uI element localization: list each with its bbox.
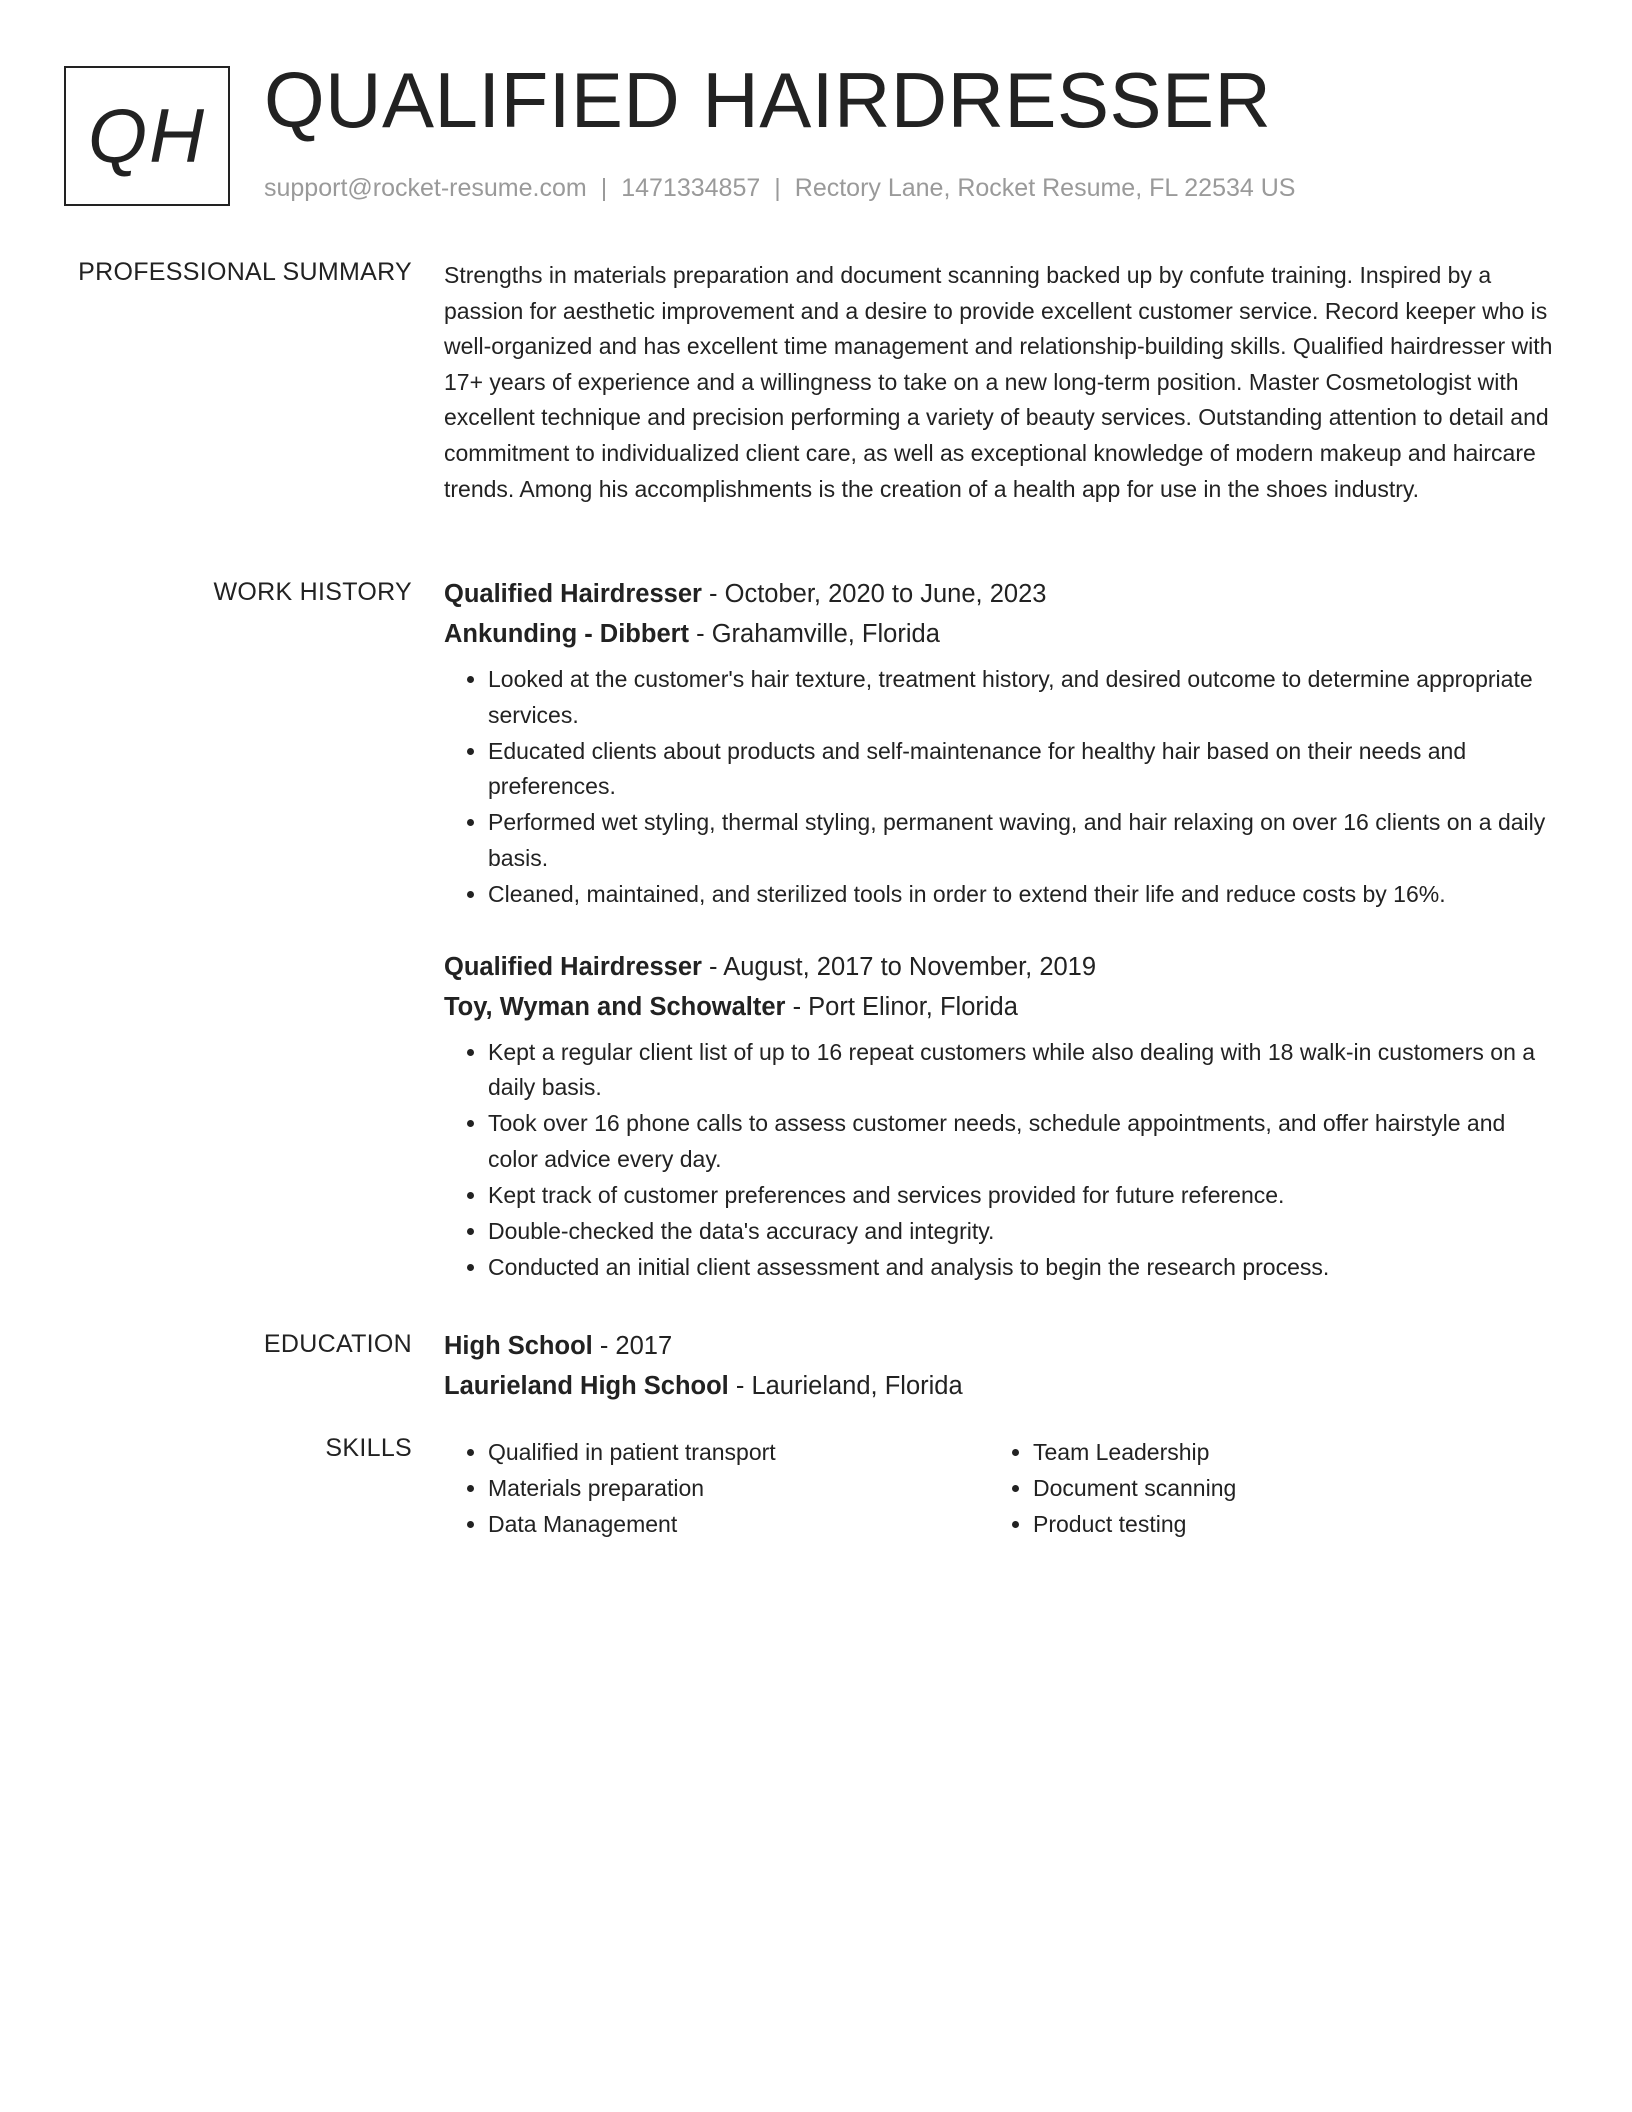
- duty-item: • Double-checked the data's accuracy and integrity.: [488, 1214, 1554, 1250]
- skill-item: • Product testing: [1033, 1506, 1534, 1542]
- job-location: - Port Elinor, Florida: [785, 992, 1018, 1021]
- duty-item: • Conducted an initial client assessment and analysis to begin the research process.: [488, 1250, 1554, 1286]
- work-heading: WORK HISTORY: [213, 578, 412, 606]
- skills-body: [444, 1434, 1554, 1542]
- skill-item: • Data Management: [488, 1506, 989, 1542]
- job-role: Qualified Hairdresser: [444, 580, 702, 608]
- job-entry: [444, 947, 1554, 1286]
- resume-title: QUALIFIED HAIRDRESSER: [264, 56, 1272, 144]
- duty-item: • Performed wet styling, thermal styling, permanent waving, and hair relaxing on over 16 clients on a daily basis.: [488, 805, 1554, 876]
- skills-list: [444, 1434, 989, 1542]
- job-duties: [444, 662, 1554, 913]
- duty-item: • Cleaned, maintained, and sterilized tools in order to extend their life and reduce costs by 16%.: [488, 877, 1554, 913]
- monogram-logo: QH: [64, 66, 230, 206]
- work-body: [444, 574, 1554, 1320]
- skills-column-right: [989, 1434, 1534, 1542]
- education-degree-line: [444, 1326, 1554, 1366]
- job-company: Ankunding - Dibbert: [444, 620, 690, 648]
- skills-list: [989, 1434, 1534, 1542]
- contact-separator: |: [600, 174, 608, 202]
- job-role: Qualified Hairdresser: [444, 952, 702, 981]
- duty-item: • Kept track of customer preferences and services provided for future reference.: [488, 1178, 1554, 1214]
- education-school-line: [444, 1366, 1554, 1406]
- skills-column-left: [444, 1434, 989, 1542]
- job-entry: [444, 574, 1554, 913]
- skill-item: • Team Leadership: [1033, 1434, 1534, 1470]
- summary-text: Strengths in materials preparation and document scanning backed up by confute training. Inspired by a passion for aesthetic improvement and a desire to provide excellent customer service. Record keeper who is well-organized and has excellent time management and relationship-building skills. Qualified hairdresser with 17+ years of experience and a willingness to take on a new long-term position. Master Cosmetologist with excellent technique and precision performing a variety of beauty services. Outstanding attention to detail and commitment to individualized client care, as well as exceptional knowledge of modern makeup and haircare trends. Among his accomplishments is the creation of a health app for use in the shoes industry.: [444, 262, 1553, 502]
- contact-line: [264, 174, 1295, 203]
- summary-body: [444, 258, 1554, 507]
- skill-item: • Document scanning: [1033, 1470, 1534, 1506]
- duty-item: • Took over 16 phone calls to assess customer needs, schedule appointments, and offer hairstyle and color advice every day.: [488, 1106, 1554, 1177]
- duty-item: • Educated clients about products and self-maintenance for healthy hair based on their needs and preferences.: [488, 734, 1554, 805]
- job-dates: - August, 2017 to November, 2019: [701, 952, 1097, 981]
- education-body: [444, 1326, 1554, 1406]
- job-duties: [444, 1035, 1554, 1286]
- summary-heading: PROFESSIONAL SUMMARY: [78, 258, 412, 286]
- skill-item: • Qualified in patient transport: [488, 1434, 989, 1470]
- education-heading: EDUCATION: [263, 1330, 412, 1358]
- education-degree: High School: [444, 1332, 593, 1360]
- duty-item: • Looked at the customer's hair texture, treatment history, and desired outcome to determine appropriate services.: [488, 662, 1554, 733]
- skill-item: • Materials preparation: [488, 1470, 989, 1506]
- duty-item: • Kept a regular client list of up to 16 repeat customers while also dealing with 18 walk-in customers on a daily basis.: [488, 1035, 1554, 1106]
- job-location: - Grahamville, Florida: [689, 620, 940, 648]
- education-year: - 2017: [592, 1332, 673, 1360]
- contact-phone: 1471334857: [621, 174, 761, 202]
- education-school: Laurieland High School: [444, 1372, 729, 1400]
- contact-address: Rectory Lane, Rocket Resume, FL 22534 US: [794, 174, 1296, 202]
- job-role-line: [444, 574, 1554, 614]
- job-dates: - October, 2020 to June, 2023: [701, 580, 1047, 608]
- job-company: Toy, Wyman and Schowalter: [444, 992, 786, 1021]
- skills-columns: [444, 1434, 1554, 1542]
- job-company-line: [444, 987, 1554, 1027]
- contact-separator: |: [774, 174, 781, 202]
- job-company-line: [444, 614, 1554, 654]
- contact-email: support@rocket-resume.com: [264, 174, 587, 202]
- job-role-line: [444, 947, 1554, 987]
- skills-heading: SKILLS: [325, 1434, 412, 1462]
- education-location: - Laurieland, Florida: [728, 1372, 963, 1400]
